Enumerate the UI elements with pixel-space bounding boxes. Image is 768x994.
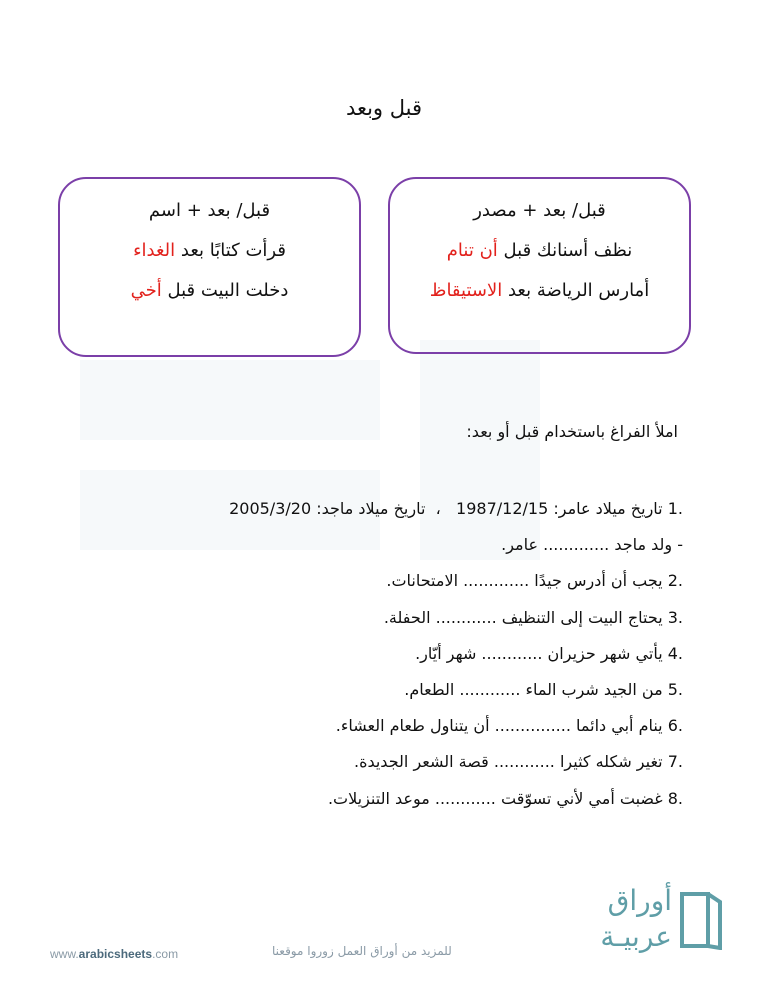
page-title: قبل وبعد [345, 96, 423, 120]
exercise-item: 2. يجب أن أدرس جيدًا ............. الامتحانات. [386, 571, 683, 591]
rule-heading: قبل/ بعد + مصدر [473, 200, 606, 221]
rule-example: دخلت البيت قبل أخي [130, 280, 289, 301]
exercise-list [229, 491, 683, 817]
exercise-item: 8. غضبت أمي لأني تسوّقت ............ موعد التنزيلات. [327, 788, 683, 808]
rule-example: نظف أسنانك قبل أن تنام [446, 240, 633, 261]
rule-box-masdar [388, 177, 691, 354]
highlight-word: الاستيقاظ [429, 280, 503, 301]
logo-line: عربيـة [600, 920, 672, 953]
highlight-word: الغداء [133, 240, 176, 261]
date-value: 1987/12/15 [456, 499, 549, 518]
exercise-item: 5. من الجيد شرب الماء ............ الطعام. [404, 680, 683, 700]
exercise-item: 6. ينام أبي دائما ............... أن يتناول طعام العشاء. [335, 716, 683, 736]
footer-cta-text: للمزيد من أوراق العمل زوروا موقعنا [272, 944, 452, 958]
exercise-item: 3. يحتاج البيت إلى التنظيف ............ الحفلة. [383, 607, 683, 627]
rule-box-ism [58, 177, 361, 357]
highlight-word: أن تنام [446, 240, 498, 261]
rule-heading: قبل/ بعد + اسم [148, 200, 271, 221]
exercise-subitem: - ولد ماجد ............. عامر. [501, 535, 683, 555]
footer-website-link[interactable]: www.arabicsheets.com [50, 947, 179, 961]
exercise-item: 4. يأتي شهر حزيران ............ شهر أيّار. [415, 643, 683, 663]
logo-line: أوراق [607, 884, 672, 917]
exercise-item: 7. تغير شكله كثيرا ............ قصة الشعر الجديدة. [353, 752, 683, 772]
highlight-word: أخي [130, 280, 162, 301]
instructions: املأ الفراغ باستخدام قبل أو بعد: [466, 422, 678, 441]
book-icon [678, 890, 724, 950]
exercise-item-1: 1. تاريخ ميلاد عامر: 1987/12/15 ، تاريخ ميلاد ماجد: 2005/3/20 [229, 491, 683, 527]
rule-example: أمارس الرياضة بعد الاستيقاظ [429, 280, 650, 301]
brand-logo [574, 884, 724, 958]
date-value: 2005/3/20 [229, 499, 312, 518]
rule-example: قرأت كتابًا بعد الغداء [133, 240, 286, 261]
